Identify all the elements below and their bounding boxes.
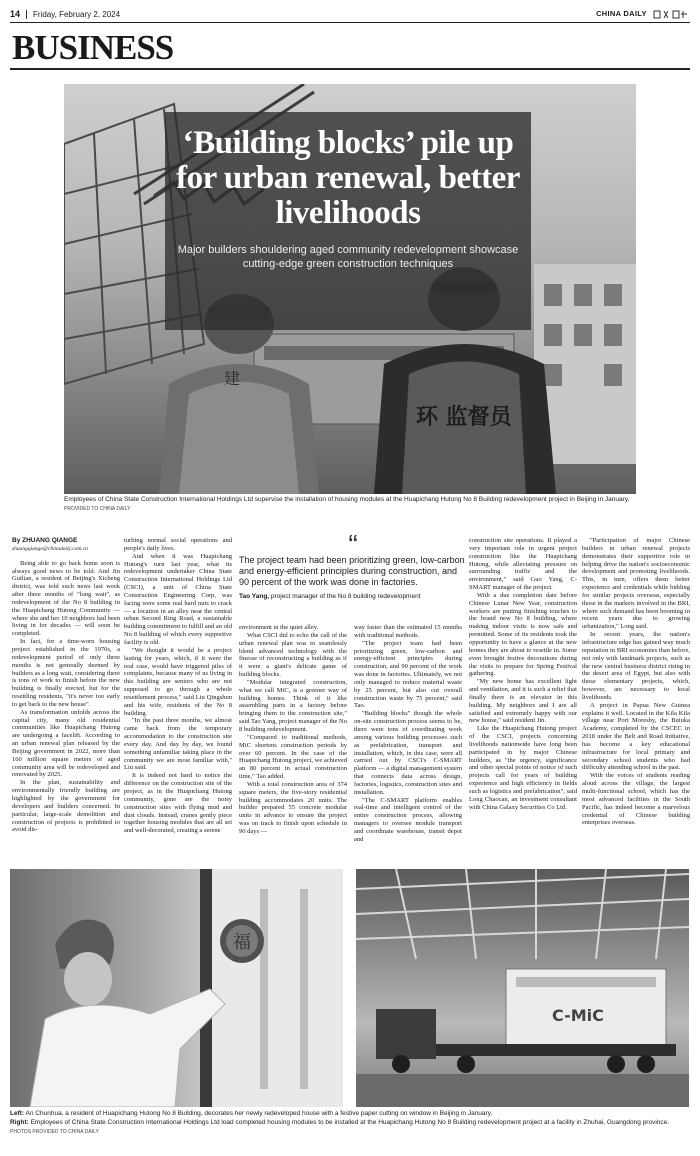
masthead-logo (652, 10, 690, 19)
photos-credit: PHOTOS PROVIDED TO CHINA DAILY (10, 1129, 99, 1135)
byline: By ZHUANG QIANGE (12, 537, 78, 544)
article-column-3 (239, 624, 347, 865)
left-caption-text: An Chunhua, a resident of Huapichang Hutong No 8 Building, decorates her newly redeveloped house with a festive paper cutting on window in Beijing in January. (24, 1110, 493, 1117)
issue-date: Friday, February 2, 2024 (33, 9, 121, 19)
right-caption-label: Right: (10, 1119, 29, 1126)
paragraph: "Compared to traditional methods, MiC shortens construction periods by over 60 percent. In the case of the Huapichang Hutong project, we achieved an 80 percent in actual construction time," Tao added. (239, 733, 347, 781)
trailer (436, 1044, 676, 1056)
section-title: BUSINESS (12, 28, 174, 67)
factory-roof (356, 869, 689, 959)
page-number: 14 (10, 9, 21, 19)
paragraph: Like the Huapichang Hutong project of the CSCI, projects concerning livelihoods nationwide have long been participated in by major Chinese builders, as "the urgency, significance and other special points of notice of such projects call for years of building experience and high efficiency in fields such as logistics and prefabrication", said Long Chaocan, an investment consultant with China Galaxy Securities Co Ltd. (469, 725, 577, 811)
resident-illustration (10, 869, 343, 1107)
paragraph: turbing normal social operations and people's daily lives. (124, 537, 232, 552)
article-column-1 (12, 537, 120, 865)
page-header (10, 6, 690, 22)
quote-mark-icon: “ (348, 529, 358, 560)
pull-quote-author: Tao Yang, (239, 593, 270, 600)
header-rule (10, 22, 690, 23)
paragraph: "My new home has excellent light and ventilation, and it is such a relief that finally there is an elevator in this building. My neighbors and I are all satisfied and extremely happy with our new house," said resident Jin. (469, 678, 577, 725)
paragraph: A project in Papua New Guinea explains it well. Located in the Kila Kila village near Port Moresby, the Butuka Academy, completed by the CSCEC in 2018 under the Belt and Road Initiative, has become a key educational infrastructure for local primary and secondary school students who had difficulty attending school in the past. (582, 701, 690, 772)
masthead (596, 9, 690, 19)
section-rule (10, 68, 690, 70)
hero-caption (64, 495, 636, 514)
article-column-6 (582, 537, 690, 865)
headline-box (165, 112, 531, 330)
paragraph: With the voices of students reading aloud across the village, the largest multi-functional school, which has the most advanced facilities in the South Pacific, has indeed become a marvelous credential of Chinese building enterprises overseas. (582, 772, 690, 827)
paragraph: "In the past three months, we almost came back from the temporary accommodation to the construction site every day. And day by day, we found something unfamiliar taking place in the community we are most familiar with," Liu said. (124, 717, 232, 772)
paragraph: In fact, for a time-worn housing project established in the 1970s, a redevelopment period of only three months is not generally deemed by builders as a long wait, considering there is tons of work to finish before the new building is finally erected, but for the resettling residents, "it's never too early to get back to the new house". (12, 638, 120, 708)
subheadline: Major builders shouldering aged community redevelopment showcase cutting-edge green construction techniques (177, 244, 519, 270)
white-puffer-coat (30, 989, 225, 1107)
vest-text-right: 环 监督员 (416, 405, 512, 430)
paragraph: And when it was Huapichang Hutong's turn last year, what its redevelopment undertaker China State Construction International Holdings Ltd (CSCI), a unit of China State Construction Engineering Corp, was facing were some real hard nuts to crack — a location in an alley near the central urban Second Ring Road, a sustainable building commitment to fulfill and an old No 8 building of which every supportive facility is old. (124, 552, 232, 646)
header-divider (26, 10, 27, 19)
paragraph: "Participation of major Chinese builders in urban renewal projects demonstrates their supportive role in helping drive the nation's socioeconomic development and promoting livelihoods. This, in turn, offers them better experience and credentials while bidding for similar projects overseas, especially those in the markets involved in the BRI, where such demand has been booming in recent years due to growing urbanization," Long said. (582, 537, 690, 631)
vest-text-left: 建 (224, 369, 241, 388)
pull-quote-text: The project team had been prioritizing green, low-carbon and energy-efficient principles during construction, and 90 percent of the work was done in factories. (239, 555, 465, 587)
right-caption-text: Employees of China State Construction International Holdings Ltd load completed housing modules to be installed at the Huapichang Hutong No 8 Building redevelopment project at a facility in Zhuhai, Guangdong province. (28, 1119, 670, 1126)
headline: ‘Building blocks’ pile up for urban renewal, better livelihoods (176, 125, 520, 231)
paragraph: environment in the quiet alley. (239, 624, 319, 631)
paragraph: Being able to go back home soon is always good news to be told. And Jin Guilian, a resident of Beijing's Xicheng district, was told such news last week after three months of "long wait", as redevelopment of the No 8 building in the Huapichang Hutong Community — where she and her 10 neighbors had been living in for decades — will soon be completed. (12, 559, 120, 638)
paper-cutting-character: 福 (233, 932, 251, 953)
left-caption-label: Left: (10, 1110, 25, 1117)
pull-quote (239, 529, 467, 600)
pull-quote-author-title: project manager of the No 8 building redevelopment (269, 593, 421, 600)
factory-illustration (356, 869, 689, 1107)
factory-floor (356, 1074, 689, 1107)
paragraph: In the plan, sustainability and environmentally friendly building are highlighted by the government for developers and builders concerned. In particular, large-scale demolition and construction of projects is prohibited to avoid dis- (12, 779, 120, 834)
truck-cab (376, 1009, 436, 1059)
paragraph: "Building blocks" though the whole on-site construction process seems to be, there were tons of coordinating work among various building processes such as prefabrication, transport and installation, which, in this case, were all carried out by CSCI's C-SMART platform — a digital management system that connects data across design, factories, logistics, construction sites and installation. (354, 710, 462, 796)
paragraph: With a total construction area of 374 square meters, the five-story residential building accommodates 20 units. The builder prepared 55 concrete modular units in advance to ensure the project was on track to finish upon schedule in 90 days — (239, 780, 347, 835)
paper-name: CHINA DAILY (596, 9, 647, 19)
paragraph: What CSCI did to echo the call of the urban renewal plan was to seamlessly blend advanced technology with the finesse of reconstructing a building as if it were a giant's delicate game of building blocks. (239, 631, 347, 679)
hero-caption-text: Employees of China State Construction International Holdings Ltd supervise the installation of housing modules at the Huapichang Hutong No 8 Building redevelopment project in Beijing in January. (64, 496, 630, 503)
paragraph: In recent years, the nation's infrastructure edge has gained way much reputation in BRI economies than before, not only with landmark projects, such as the new central business district rising in the desert area of Egypt, but also with those elementary projects, which, however, are necessary to local livelihoods. (582, 631, 690, 701)
article-column-2 (124, 537, 232, 865)
hero-caption-credit: PROVIDED TO CHINA DAILY (64, 506, 131, 512)
article-column-4 (354, 624, 462, 865)
face (64, 952, 112, 1006)
pull-quote-attribution (239, 593, 467, 600)
paragraph: It is indeed not hard to notice the difference on the construction site of the project, as in the Huapichang Hutong community, gone are the noisy construction sites with flying mud and dust clouds. Instead, cranes gently piece together housing modules that are all set and well-decorated, creating a serene (124, 772, 232, 835)
paragraph: With a due completion date before Chinese Lunar New Year, construction workers are putting finishing touches to the brand new No 8 building, where making indoor visits is now safe and permitted. Some of its residents took the opportunity to have a glance at the new homes they are about to resettle in. Some even brought festive decorations during the visits to prepare for Spring Festival gathering. (469, 591, 577, 678)
paragraph: way faster than the estimated 15 months with traditional methods. (354, 624, 462, 639)
paragraph: "The project team had been prioritizing green, low-carbon and energy-efficient principles during construction, and 90 percent of the work was done in factories. Ultimately, we not only managed to reduce material waste by 25 percent, but also cut overall construction waste by 75 percent," said Tao. (354, 639, 462, 710)
paragraph: "Modular integrated construction, what we call MiC, is a greener way of building homes. Think of it like assembling parts in a factory before bringing them to the construction site," said Tao Yang, project manager of the No 8 building redevelopment. (239, 678, 347, 733)
paragraph: construction site operations. It played a very important role in urgent project construction like the Huapichang Hutong, while alleviating pressure on surrounding traffic and the environment," said Guo Yang, C-SMART manager of the project. (469, 537, 577, 592)
module-label: C-MiC (552, 1006, 604, 1025)
photo-module-loading (356, 869, 689, 1107)
paragraph: As transformation unfolds across the capital city, many old residential communities like Huapichang Hutong are undergoing a facelift. According to an urban renewal plan released by the Beijing government in 2022, more than 160 million square meters of aged community area will be redeveloped and renovated by 2025. (12, 708, 120, 779)
paragraph: "We thought it would be a project lasting for years, which, if it were the real case, would have triggered piles of complaints, because many of us living in this building are seniors who are not supposed to go through a whole resettlement process," said Liu Qingshun and his wife, residents of the No 8 building. (124, 646, 232, 717)
bottom-caption (10, 1109, 690, 1137)
photo-resident-decorating (10, 869, 343, 1107)
article-column-5 (469, 537, 577, 865)
paragraph: "The C-SMART platform enables real-time and intelligent control of the entire construction process, allowing managers to oversee module transport and coordinate warehouse, transit depot and (354, 796, 462, 843)
hero-photo (64, 84, 636, 494)
author-email: zhuangqiange@chinadaily.com.cn (12, 545, 88, 552)
